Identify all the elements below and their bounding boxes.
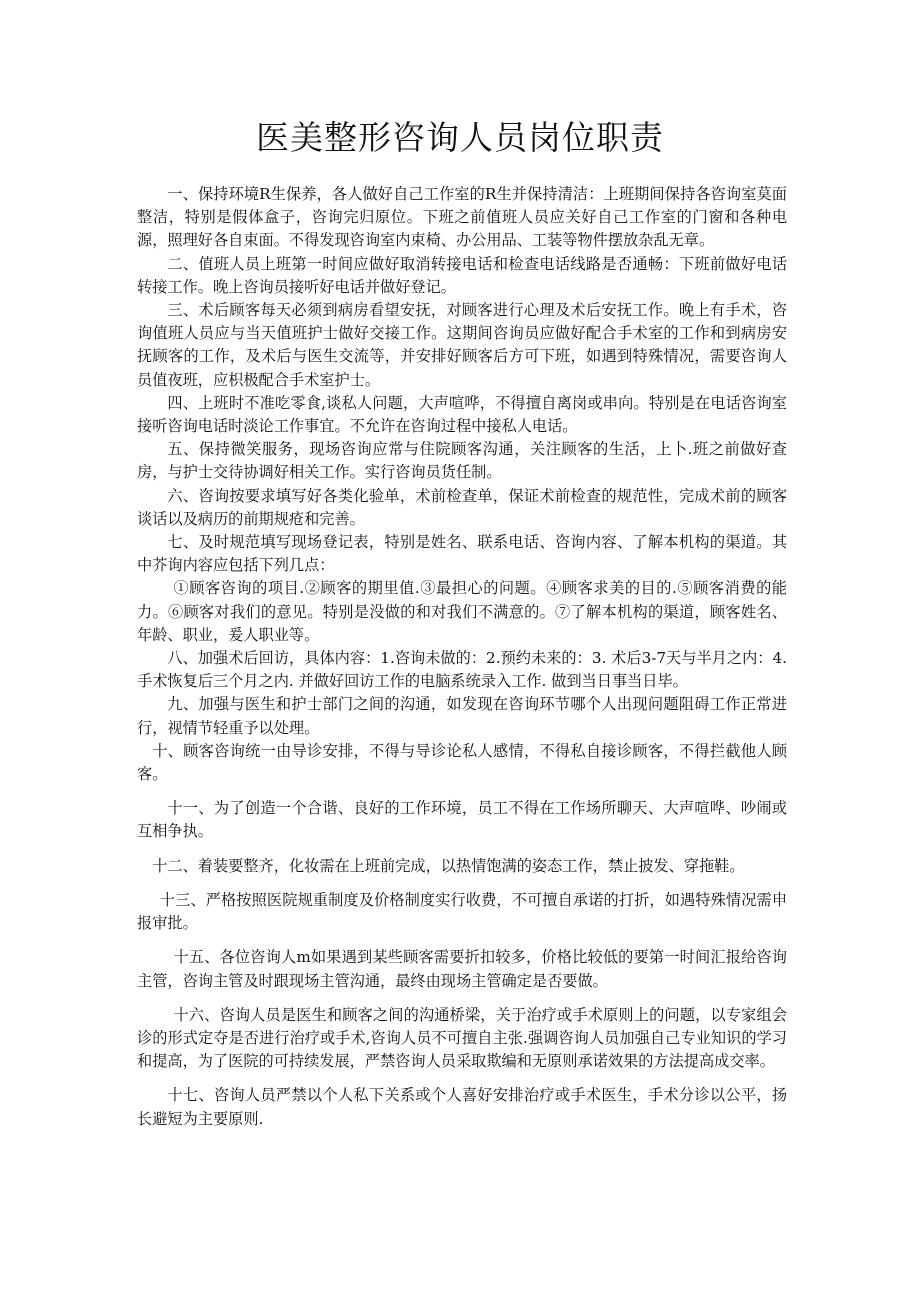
paragraph-10: 十、顾客咨询统一由导诊安排，不得与导诊论私人感情，不得私自接诊顾客，不得拦截他人顾客。 — [137, 741, 787, 784]
paragraph-13: 十三、严格按照医院规重制度及价格制度实行收费，不可擅自承诺的打折，如遇特殊情况需申报审批。 — [137, 890, 787, 933]
paragraph-6: 六、咨询按要求填写好各类化验单，术前检查单，保证术前检查的规范性，完成术前的顾客谈话以及病历的前期规疮和完善。 — [137, 486, 787, 528]
document-title: 医美整形咨询人员岗位职责 — [256, 118, 664, 157]
paragraph-4: 四、上班时不准吃零食,谈私人问题，大声喧哗，不得擅自离岗或串向。特别是在电话咨询室接听咨询电话时淡论工作事宜。不允许在咨询过程中接私人电话。 — [137, 393, 787, 436]
paragraph-7-list: ①顾客咨询的项目.②顾客的期里值.③最担心的问题。④顾客求美的目的.⑤顾客消费的能力。⑥顾客对我们的意见。特别是没做的和对我们不满意的。⑦了解本机构的渠道，顾客姓名、年龄、职业，爰人职业等。 — [137, 579, 787, 644]
paragraph-8: 八、加强术后回访，具体内容：1.咨询未做的：2.预约未来的：3. 术后3-7天与半月之内：4. 手术恢复后三个月之内. 并做好回访工作的电脑系统录入工作. 做到当日事当日毕。 — [137, 649, 787, 691]
document-body — [137, 183, 787, 1131]
paragraph-12: 十二、着装要整齐，化妆需在上班前完成，以热情饱满的姿态工作，禁止披发、穿拖鞋。 — [152, 856, 745, 875]
paragraph-9: 九、加强与医生和护士部门之间的沟通，如发现在咨询环节哪个人出现问题阻碍工作正常进行，视情节轻重予以处理。 — [137, 695, 787, 737]
paragraph-2: 二、值班人员上班第一时间应做好取消转接电话和检查电话线路是否通畅：下班前做好电话转接工作。晚上咨询员接听好电话并做好登记。 — [137, 254, 787, 296]
paragraph-11: 十一、为了创造一个合谐、良好的工作环境，员工不得在工作场所聊天、大声喧哗、吵闹或互相争执。 — [137, 799, 787, 841]
paragraph-7: 七、及时规范填写现场登记表，特别是姓名、联系电话、咨询内容、了解本机构的渠道。其中芥询内容应包括下列几点： — [137, 533, 787, 575]
paragraph-5: 五、保持微笑服务，现场咨询应常与住院顾客沟通，关注顾客的生活，上卜.班之前做好查房，与护士交待协调好相关工作。实行咨询员货任制。 — [137, 440, 787, 482]
paragraph-1: 一、保持环境R生保养，各人做好自己工作室的R生并保持清洁：上班期间保持各咨询室莫面整洁，特别是假体盒子，咨询完归原位。下班之前值班人员应关好自己工作室的门窗和各种电源，照理好各自束面。不得发现咨询室内束椅、办公用品、工装等物件摆放杂乱无章。 — [137, 185, 787, 250]
paragraph-15: 十五、各位咨询人m如果遇到某些顾客需要折扣较多，价格比较低的要第一时间汇报给咨询主管，咨询主管及时跟现场主管沟通，最终由现场主管确定是否要做。 — [137, 948, 787, 990]
paragraph-16: 十六、咨询人员是医生和顾客之间的沟通桥梁，关于治疗或手术原则上的问题，以专家组会诊的形式定夺是否进行治疗或手术,咨询人员不可擅自主张.强调咨询人员加强自己专业知识的学习和提高，为了医院的可持续发展，严禁咨询人员采取欺编和无原则承诺效果的方法提高成交率。 — [137, 1005, 787, 1071]
paragraph-17: 十七、咨询人员严禁以个人私下关系或个人喜好安排治疗或手术医生，手术分诊以公平，扬长避短为主要原则. — [137, 1086, 787, 1128]
paragraph-3: 三、术后顾客每天必须到病房看望安抚，对顾客进行心理及术后安抚工作。晚上有手术，咨询值班人员应与当天值班护士做好交接工作。这期间咨询员应做好配合手术室的工作和到病房安抚顾客的工作，及术后与医生交流等，并安排好顾客后方可下班，如遇到特殊情况，需要咨询人员值夜班，应枳极配合手术室护士。 — [137, 301, 787, 389]
